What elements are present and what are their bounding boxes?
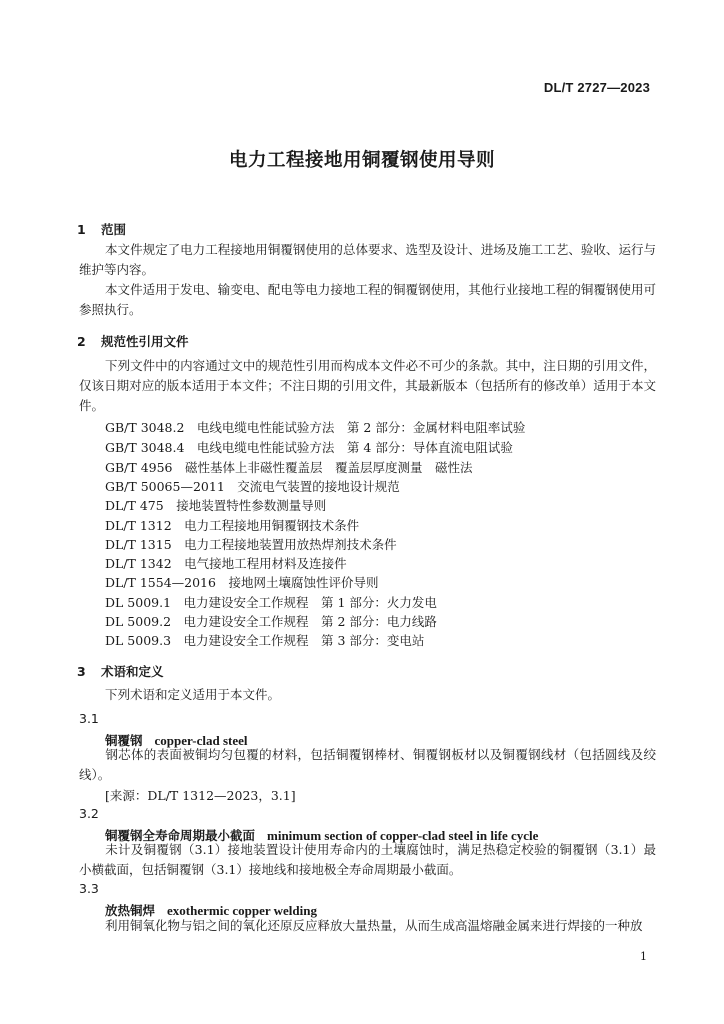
term-en: exothermic copper welding [167,903,317,918]
normative-reference: DL/T 475 接地装置特性参数测量导则 [105,498,327,513]
section-1-para-2 [79,280,656,320]
paragraph-text: 钢芯体的表面被铜均匀包覆的材料，包括铜覆钢棒材、铜覆钢板材以及铜覆钢线材（包括圆线及绞线）。 [79,747,656,782]
normative-reference: DL/T 1315 电力工程接地装置用放热焊剂技术条件 [105,537,397,552]
normative-reference: DL 5009.2 电力建设安全工作规程 第 2 部分：电力线路 [105,614,437,629]
term-number: 3.3 [79,881,99,896]
term-number: 3.2 [79,806,99,821]
term-en: minimum section of copper-clad steel in life cycle [267,828,539,843]
section-number: 2 [77,334,86,349]
term-cn: 放热铜焊 [105,903,156,918]
section-title: 术语和定义 [101,664,164,679]
term-definition [79,840,656,880]
term-source: [来源：DL/T 1312—2023，3.1] [105,788,296,803]
normative-reference: GB/T 50065—2011 交流电气装置的接地设计规范 [105,479,400,494]
normative-reference: DL/T 1312 电力工程接地用铜覆钢技术条件 [105,518,360,533]
section-1-heading [77,220,126,238]
normative-reference: DL 5009.1 电力建设安全工作规程 第 1 部分：火力发电 [105,595,437,610]
section-2-heading [77,332,189,350]
term-cn: 铜覆钢全寿命周期最小截面 [105,828,256,843]
section-2-intro [79,356,656,416]
normative-reference: DL 5009.3 电力建设安全工作规程 第 3 部分：变电站 [105,633,425,648]
normative-reference: GB/T 3048.4 电线电缆电性能试验方法 第 4 部分：导体直流电阻试验 [105,440,513,455]
paragraph-text: 未计及铜覆钢（3.1）接地装置设计使用寿命内的土壤腐蚀时，满足热稳定校验的铜覆钢（3.1）最小横截面，包括铜覆钢（3.1）接地线和接地极全寿命周期最小截面。 [79,842,656,877]
paragraph-text: 本文件规定了电力工程接地用铜覆钢使用的总体要求、选型及设计、进场及施工工艺、验收、运行与维护等内容。 [79,242,656,277]
normative-reference: GB/T 3048.2 电线电缆电性能试验方法 第 2 部分：金属材料电阻率试验 [105,420,526,435]
term-number: 3.1 [79,711,99,726]
term-definition [79,916,656,936]
document-title: 电力工程接地用铜覆钢使用导则 [228,150,495,171]
term-definition [79,745,656,785]
normative-reference: DL/T 1554—2016 接地网土壤腐蚀性评价导则 [105,575,379,590]
paragraph-text: 下列术语和定义适用于本文件。 [105,687,281,702]
section-title: 范围 [101,222,127,237]
section-3-intro [79,685,656,705]
normative-reference: GB/T 4956 磁性基体上非磁性覆盖层 覆盖层厚度测量 磁性法 [105,460,473,475]
term-en: copper-clad steel [154,733,248,748]
section-1-para-1 [79,240,656,280]
section-number: 3 [77,664,86,679]
section-title: 规范性引用文件 [101,334,189,349]
section-number: 1 [77,222,86,237]
term-cn: 铜覆钢 [105,733,143,748]
page-number: 1 [640,950,647,963]
normative-reference: DL/T 1342 电气接地工程用材料及连接件 [105,556,347,571]
standard-code: DL/T 2727—2023 [543,80,650,95]
section-3-heading [77,662,164,680]
paragraph-text: 利用铜氧化物与铝之间的氧化还原反应释放大量热量，从而生成高温熔融金属来进行焊接的一种放 [105,918,643,933]
paragraph-text: 本文件适用于发电、输变电、配电等电力接地工程的铜覆钢使用，其他行业接地工程的铜覆钢使用可参照执行。 [79,282,656,317]
paragraph-text: 下列文件中的内容通过文中的规范性引用而构成本文件必不可少的条款。其中，注日期的引用文件，仅该日期对应的版本适用于本文件；不注日期的引用文件，其最新版本（包括所有的修改单）适用于本文件。 [79,358,656,413]
